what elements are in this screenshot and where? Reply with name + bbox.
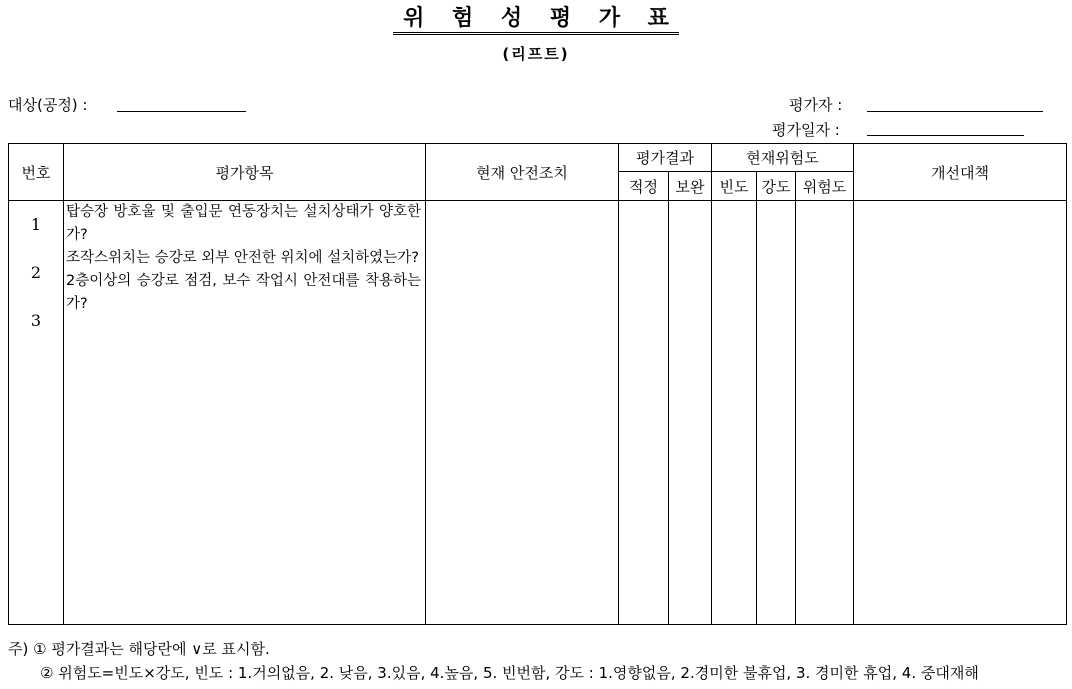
improvement-cell[interactable] [854, 201, 1067, 625]
evaluator-label: 평가자 : [789, 96, 843, 114]
eval-date-input-line[interactable] [867, 135, 1024, 136]
result-fix-cell[interactable] [669, 201, 712, 625]
header-current-risk: 현재위험도 [712, 144, 854, 172]
footnotes [8, 637, 979, 685]
target-field [8, 94, 88, 115]
document-title-wrap [0, 6, 1072, 35]
risk-assessment-table [8, 143, 1067, 625]
severity-cell[interactable] [757, 201, 796, 625]
row-number: 3 [30, 311, 42, 330]
header-result-ok: 적정 [619, 172, 669, 201]
footnote-2: ② 위험도=빈도×강도, 빈도 : 1.거의없음, 2. 낮음, 3.있음, 4.높음, 5. 빈번함, 강도 : 1.영향없음, 2.경미한 불휴업, 3. 경미한 휴업, 4. 중대재해 [40, 664, 979, 682]
target-input-line[interactable] [117, 111, 246, 112]
risk-level-cell[interactable] [796, 201, 854, 625]
number-column [9, 201, 64, 625]
document-subtitle: (리프트) [502, 45, 570, 63]
document-title: 위 험 성 평 가 표 [393, 6, 679, 35]
result-ok-cell[interactable] [619, 201, 669, 625]
header-current-measures: 현재 안전조치 [426, 144, 619, 201]
eval-date-label: 평가일자 : [772, 121, 840, 139]
header-risk-level: 위험도 [796, 172, 854, 201]
evaluator-field [789, 94, 842, 115]
evaluator-input-line[interactable] [867, 111, 1043, 112]
eval-date-field [772, 119, 840, 140]
header-result: 평가결과 [619, 144, 712, 172]
footnote-1: 주) ① 평가결과는 해당란에 ∨로 표시함. [8, 640, 270, 658]
target-label: 대상(공정) : [8, 96, 88, 114]
evaluation-item: 조작스위치는 승강로 외부 안전한 위치에 설치하였는가? [66, 250, 419, 266]
header-frequency: 빈도 [712, 172, 757, 201]
evaluation-item: 2층이상의 승강로 점검, 보수 작업시 안전대를 착용하는가? [66, 273, 421, 312]
header-item: 평가항목 [64, 144, 426, 201]
header-improvement: 개선대책 [854, 144, 1067, 201]
row-number: 2 [30, 263, 42, 282]
row-number: 1 [30, 215, 42, 234]
header-no: 번호 [9, 144, 64, 201]
current-measures-cell[interactable] [426, 201, 619, 625]
header-result-fix: 보완 [669, 172, 712, 201]
header-severity: 강도 [757, 172, 796, 201]
evaluation-item: 탑승장 방호울 및 출입문 연동장치는 설치상태가 양호한가? [66, 204, 421, 243]
item-column [64, 201, 426, 625]
frequency-cell[interactable] [712, 201, 757, 625]
